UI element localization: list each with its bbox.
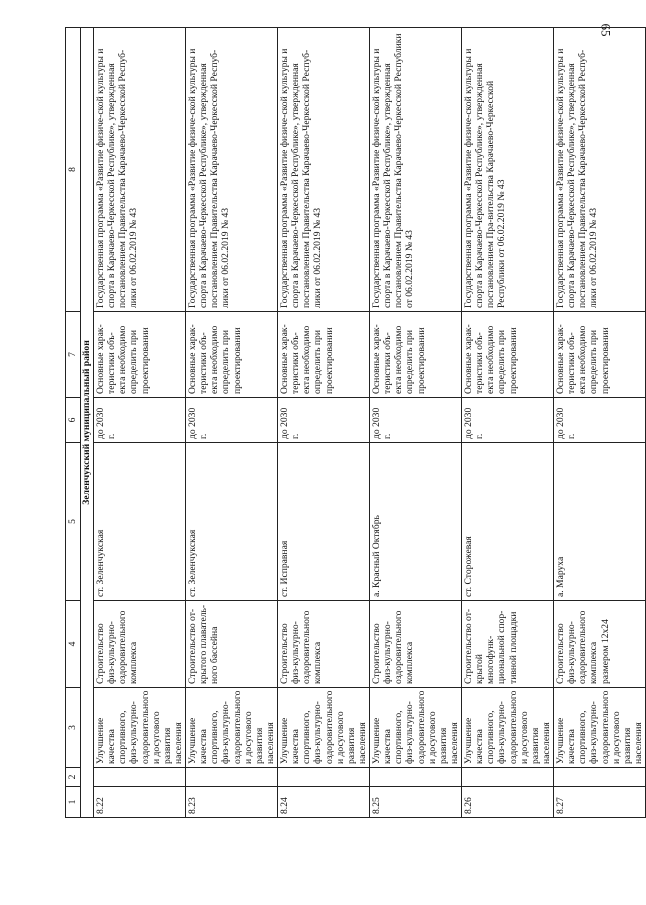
row-col2 [94, 768, 186, 787]
section-title: Зеленчукский муниципальный район [81, 28, 94, 818]
row-characteristics: Основные харак-теристики объ-екта необходимо определить при проектировании [462, 312, 554, 398]
row-number: 8.24 [278, 787, 370, 818]
row-col2 [554, 768, 646, 787]
column-header: 8 [66, 28, 81, 312]
row-number: 8.27 [554, 787, 646, 818]
row-number: 8.22 [94, 787, 186, 818]
row-location: ст. Зеленчукская [94, 443, 186, 601]
column-header: 3 [66, 688, 81, 768]
table-row [462, 28, 554, 818]
row-activity: Строительство физ-культурно-оздоровительного комплекса [278, 601, 370, 688]
table-row [278, 28, 370, 818]
row-goal: Улучшение качества спортивного, физ-культурно-оздоровительного и досугового развития населения [94, 688, 186, 768]
row-characteristics: Основные харак-теристики объ-екта необходимо определить при проектировании [186, 312, 278, 398]
row-program: Государственная программа «Развитие физиче-ской культуры и спорта в Карачаево-Черкесской Республике», утвержденная постановлением Правительства Карачаево-Черкесской Республики от 06.02.2019 № 43 [370, 28, 462, 312]
row-program: Государственная программа «Развитие физиче-ской культуры и спорта в Карачаево-Черкесской Республике», утвержденная постановлением Правительства Карачаево-Черкесской Респуб-лики от 06.02.2019 № 43 [186, 28, 278, 312]
row-activity: Строительство от-крытой многофунк-циональной спор-тивной площадки [462, 601, 554, 688]
row-deadline: до 2030 г. [278, 398, 370, 443]
row-number: 8.23 [186, 787, 278, 818]
row-deadline: до 2030 г. [370, 398, 462, 443]
row-characteristics: Основные харак-теристики объ-екта необходимо определить при проектировании [370, 312, 462, 398]
row-goal: Улучшение качества спортивного, физ-культурно-оздоровительного и досугового развития населения [278, 688, 370, 768]
row-col2 [462, 768, 554, 787]
row-deadline: до 2030 г. [186, 398, 278, 443]
column-header: 5 [66, 443, 81, 601]
row-deadline: до 2030 г. [554, 398, 646, 443]
row-characteristics: Основные харак-теристики объ-екта необходимо определить при проектировании [94, 312, 186, 398]
column-header: 2 [66, 768, 81, 787]
row-col2 [278, 768, 370, 787]
row-program: Государственная программа «Развитие физиче-ской культуры и спорта в Карачаево-Черкесской Республике», утвержденная постановлением Правительства Карачаево-Черкесской Респуб-лики от 06.02.2019 № 43 [554, 28, 646, 312]
facilities-table [65, 27, 646, 818]
row-characteristics: Основные харак-теристики объ-екта необходимо определить при проектировании [278, 312, 370, 398]
column-header: 6 [66, 398, 81, 443]
table-row [186, 28, 278, 818]
row-program: Государственная программа «Развитие физиче-ской культуры и спорта в Карачаево-Черкесской Республике», утвержденная постановлением Правительства Карачаево-Черкесской Респуб-лики от 06.02.2019 № 43 [278, 28, 370, 312]
column-header: 7 [66, 312, 81, 398]
row-activity: Строительство физ-культурно-оздоровительного комплекса размером 12x24 [554, 601, 646, 688]
row-goal: Улучшение качества спортивного, физ-культурно-оздоровительного и досугового развития населения [370, 688, 462, 768]
row-deadline: до 2030 г. [94, 398, 186, 443]
row-goal: Улучшение качества спортивного, физ-культурно-оздоровительного и досугового развития населения [554, 688, 646, 768]
row-number: 8.25 [370, 787, 462, 818]
row-col2 [370, 768, 462, 787]
table-row [94, 28, 186, 818]
row-program: Государственная программа «Развитие физиче-ской культуры и спорта в Карачаево-Черкесской Республике», утвержденная постановлением Пра-вительства Карачаево-Черкесской Республики от 06.02.2019 № 43 [462, 28, 554, 312]
row-activity: Строительство физ-культурно-оздоровительного комплекса [370, 601, 462, 688]
row-location: ст. Сторожевая [462, 443, 554, 601]
row-goal: Улучшение качества спортивного, физ-культурно-оздоровительного и досугового развития населения [186, 688, 278, 768]
row-goal: Улучшение качества спортивного, физ-культурно-оздоровительного и досугового развития населения [462, 688, 554, 768]
row-location: ст. Исправная [278, 443, 370, 601]
row-characteristics: Основные харак-теристики объ-екта необходимо определить при проектировании [554, 312, 646, 398]
row-location: а. Красный Октябрь [370, 443, 462, 601]
column-header: 1 [66, 787, 81, 818]
row-activity: Строительство от-крытого плаватель-ного бассейна [186, 601, 278, 688]
row-number: 8.26 [462, 787, 554, 818]
section-row [81, 28, 94, 818]
row-deadline: до 2030 г. [462, 398, 554, 443]
row-col2 [186, 768, 278, 787]
table-row [554, 28, 646, 818]
row-activity: Строительство физ-культурно-оздоровительного комплекса [94, 601, 186, 688]
row-location: а. Маруха [554, 443, 646, 601]
column-header: 4 [66, 601, 81, 688]
page-number: 65 [598, 23, 614, 37]
column-number-row [66, 28, 81, 818]
row-program: Государственная программа «Развитие физиче-ской культуры и спорта в Карачаево-Черкесской Республике», утвержденная постановлением Правительства Карачаево-Черкесской Респуб-лики от 06.02.2019 № 43 [94, 28, 186, 312]
row-location: ст. Зеленчукская [186, 443, 278, 601]
table-row [370, 28, 462, 818]
